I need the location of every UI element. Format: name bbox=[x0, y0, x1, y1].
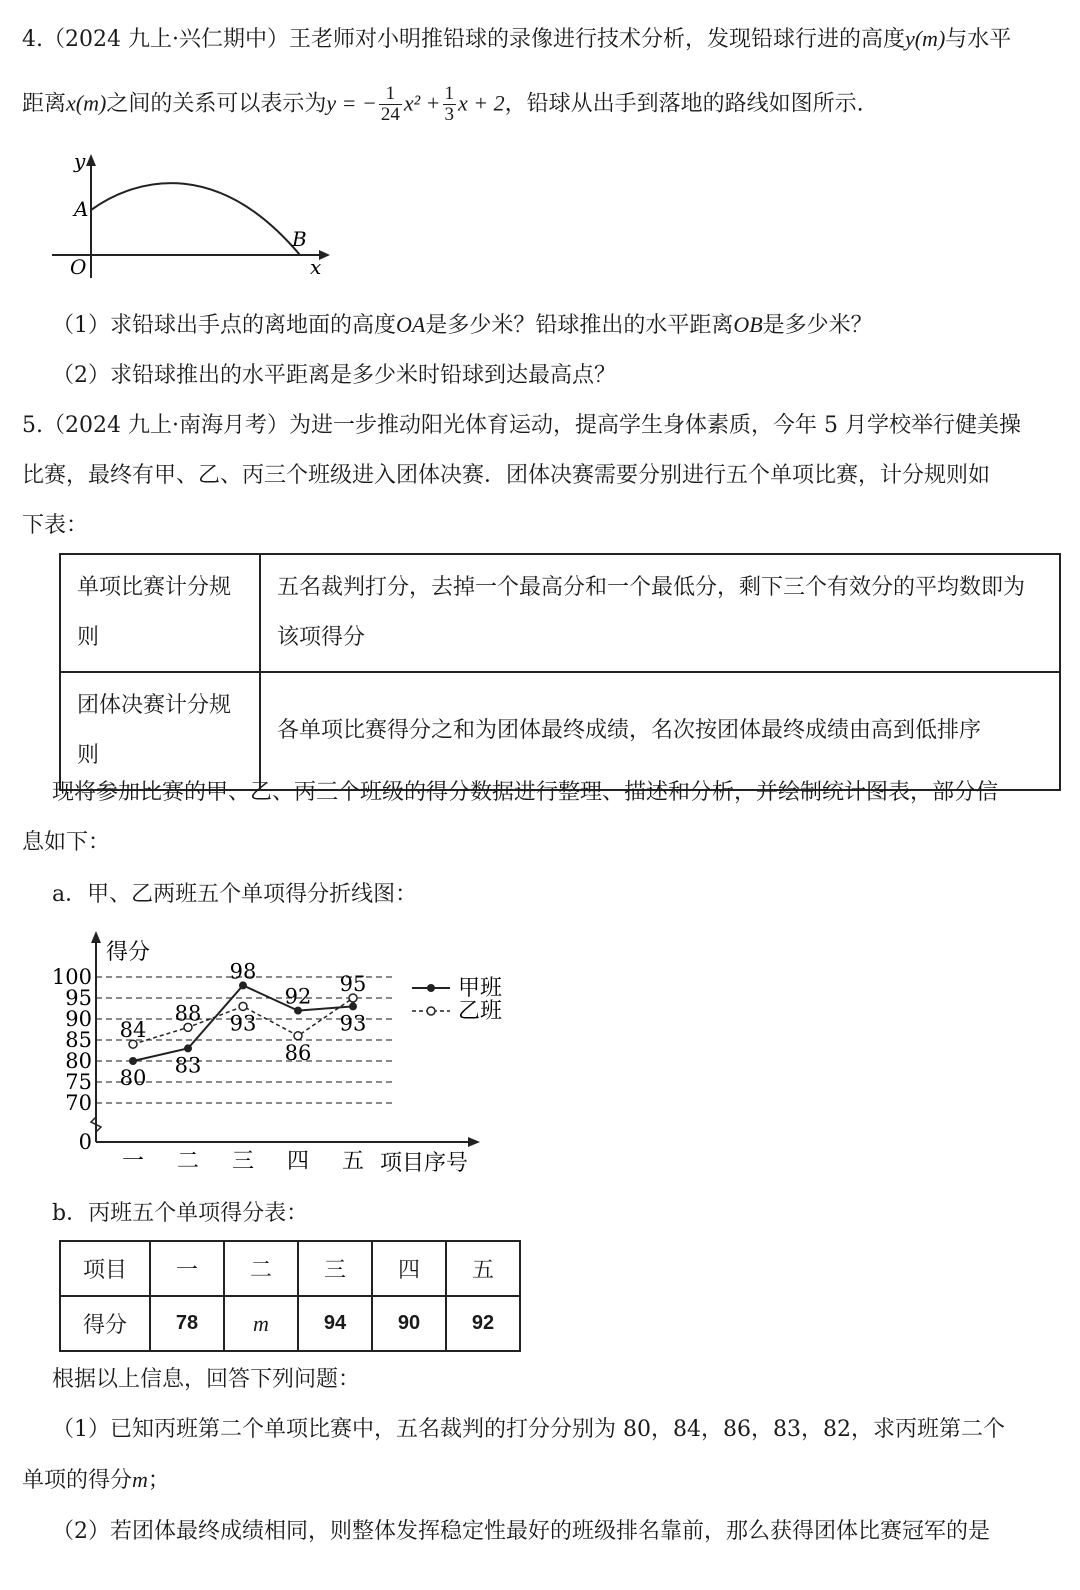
q4-intro-end: 与水平 bbox=[945, 27, 1012, 52]
data-label-yi: 84 bbox=[119, 1018, 147, 1043]
scores-value-row bbox=[60, 1296, 520, 1351]
q5-part1-line2 bbox=[22, 1465, 1060, 1496]
rules-body: 各单项比赛得分之和为团体最终成绩，名次按团体最终成绩由高到低排序 bbox=[260, 672, 1060, 790]
frac1-den: 24 bbox=[380, 104, 400, 125]
q5-answer-intro: 根据以上信息，回答下列问题： bbox=[52, 1367, 361, 1392]
q5-line1: 5.（2024 九上·南海月考）为进一步推动阳光体育运动，提高学生身体素质，今年 5 月学校举行健美操 bbox=[22, 413, 1021, 438]
q4-line2-tail: ，铅球从出手到落地的路线如图所示. bbox=[504, 91, 864, 117]
segment-oa: OA bbox=[396, 312, 426, 337]
point-jia bbox=[349, 1002, 357, 1010]
var-x: x(m) bbox=[66, 90, 107, 116]
q4-line2-text: 距离 bbox=[22, 91, 67, 117]
chart-legend bbox=[412, 976, 502, 1024]
q5-b-label: b．丙班五个单项得分表： bbox=[52, 1201, 309, 1226]
data-label-yi: 86 bbox=[284, 1040, 312, 1065]
y-tick-label: 75 bbox=[65, 1070, 92, 1094]
rules-body: 五名裁判打分，去掉一个最高分和一个最低分，剩下三个有效分的平均数即为该项得分 bbox=[260, 554, 1060, 672]
rules-row bbox=[60, 672, 1060, 790]
chart-ylabel: 得分 bbox=[106, 940, 151, 965]
fraction-1-24 bbox=[379, 84, 402, 125]
legend-label-jia: 甲班 bbox=[458, 976, 503, 1001]
segment-ob: OB bbox=[733, 312, 763, 337]
y-tick-label: 100 bbox=[51, 965, 92, 989]
q5-a-label: a．甲、乙两班五个单项得分折线图： bbox=[52, 882, 418, 907]
var-m: m bbox=[132, 1467, 148, 1492]
legend-label-yi: 乙班 bbox=[458, 999, 503, 1024]
data-label-yi: 88 bbox=[174, 1001, 202, 1026]
var-y: y(m) bbox=[904, 26, 946, 51]
rules-head: 团体决赛计分规则 bbox=[60, 672, 260, 790]
q5-line2: 比赛，最终有甲、乙、丙三个班级进入团体决赛．团体决赛需要分别进行五个单项比赛，计分规则如 bbox=[22, 463, 991, 488]
equation-end: x + 2 bbox=[458, 90, 505, 116]
equation-lhs: y = − bbox=[326, 90, 377, 116]
y-tick-label: 95 bbox=[65, 986, 92, 1010]
scores-head-cell: 一 bbox=[150, 1241, 224, 1296]
legend-marker-yi bbox=[427, 1007, 435, 1015]
rules-head: 单项比赛计分规则 bbox=[60, 554, 260, 672]
q4-line1 bbox=[22, 24, 1060, 55]
x-tick-label: 五 bbox=[341, 1149, 365, 1174]
scores-cell: 90 bbox=[372, 1296, 446, 1351]
graph-label-a: A bbox=[74, 197, 89, 221]
graph-y-arrow bbox=[86, 154, 96, 166]
q5-info1: 现将参加比赛的甲、乙、丙三个班级的得分数据进行整理、描述和分析，并绘制统计图表，部分信 bbox=[52, 780, 999, 805]
q4-part1 bbox=[52, 310, 1060, 341]
point-yi bbox=[239, 1002, 247, 1010]
chart-y-arrow bbox=[91, 931, 101, 943]
graph-parabola-curve bbox=[91, 183, 300, 255]
point-yi bbox=[294, 1032, 302, 1040]
q5-part1-text: 单项的得分 bbox=[22, 1468, 133, 1493]
x-tick-label: 四 bbox=[286, 1149, 310, 1174]
data-label-jia: 93 bbox=[339, 1011, 367, 1036]
data-label-yi: 93 bbox=[229, 1011, 257, 1036]
scores-cell: 92 bbox=[446, 1296, 520, 1351]
chart-x-arrow bbox=[468, 1137, 480, 1147]
equation-mid: x² + bbox=[403, 90, 441, 116]
fraction-1-3 bbox=[443, 84, 457, 125]
frac2-den: 3 bbox=[444, 104, 455, 125]
scores-header-row bbox=[60, 1241, 520, 1296]
rules-row bbox=[60, 554, 1060, 672]
q4-intro: 4.（2024 九上·兴仁期中）王老师对小明推铅球的录像进行技术分析，发现铅球行进的高度 bbox=[22, 27, 905, 52]
rules-table bbox=[59, 553, 1061, 791]
legend-marker-jia bbox=[427, 984, 435, 992]
scores-cell: 78 bbox=[150, 1296, 224, 1351]
point-jia bbox=[184, 1044, 192, 1052]
y-tick-label: 70 bbox=[65, 1091, 92, 1115]
data-label-jia: 98 bbox=[229, 959, 257, 984]
data-label-jia: 80 bbox=[119, 1066, 147, 1090]
y-tick-label: 85 bbox=[65, 1028, 92, 1052]
data-label-jia: 83 bbox=[174, 1053, 202, 1078]
point-jia bbox=[129, 1057, 137, 1065]
scores-head-cell: 三 bbox=[298, 1241, 372, 1296]
frac2-num: 1 bbox=[444, 83, 455, 104]
scores-head-cell: 五 bbox=[446, 1241, 520, 1296]
graph-label-x: x bbox=[310, 255, 322, 279]
scores-table bbox=[59, 1240, 521, 1352]
q4-line2 bbox=[22, 84, 1060, 125]
data-label-yi: 95 bbox=[339, 972, 367, 996]
scores-head-cell: 二 bbox=[224, 1241, 298, 1296]
q5-line3: 下表： bbox=[22, 513, 89, 538]
y-tick-label: 90 bbox=[65, 1007, 92, 1031]
y-tick-label: 0 bbox=[78, 1130, 92, 1154]
q4-part2: （2）求铅球推出的水平距离是多少米时铅球到达最高点？ bbox=[52, 363, 616, 388]
chart-xlabel: 项目序号 bbox=[380, 1151, 469, 1176]
graph-label-b: B bbox=[292, 227, 307, 251]
parabola-graph bbox=[40, 150, 340, 280]
scores-cell-m: m bbox=[224, 1296, 298, 1351]
x-tick-label: 二 bbox=[176, 1149, 200, 1174]
q5-part2: （2）若团体最终成绩相同，则整体发挥稳定性最好的班级排名靠前，那么获得团体比赛冠军的是 bbox=[52, 1519, 991, 1544]
scores-cell: 94 bbox=[298, 1296, 372, 1351]
y-tick-label: 80 bbox=[65, 1049, 92, 1073]
line-chart bbox=[40, 925, 540, 1180]
scores-row-label: 得分 bbox=[60, 1296, 150, 1351]
q4-part1-text: （1）求铅球出手点的离地面的高度 bbox=[52, 313, 396, 338]
x-tick-label: 一 bbox=[121, 1149, 145, 1174]
q4-line2-text2: 之间的关系可以表示为 bbox=[106, 91, 327, 117]
frac1-num: 1 bbox=[379, 84, 402, 105]
graph-label-o: O bbox=[70, 255, 87, 279]
graph-label-y: y bbox=[74, 150, 86, 173]
data-label-jia: 92 bbox=[284, 984, 312, 1009]
x-tick-label: 三 bbox=[231, 1149, 255, 1174]
q5-part1-line1: （1）已知丙班第二个单项比赛中，五名裁判的打分分别为 80，84，86，83，82，求丙班第二个 bbox=[52, 1417, 1005, 1442]
q5-part1-end: ； bbox=[147, 1468, 170, 1493]
scores-head-cell: 四 bbox=[372, 1241, 446, 1296]
q5-info2: 息如下： bbox=[22, 830, 111, 855]
scores-head-cell: 项目 bbox=[60, 1241, 150, 1296]
q4-part1-text2: 是多少米？铅球推出的水平距离 bbox=[425, 313, 734, 338]
q4-part1-text3: 是多少米？ bbox=[762, 313, 873, 338]
